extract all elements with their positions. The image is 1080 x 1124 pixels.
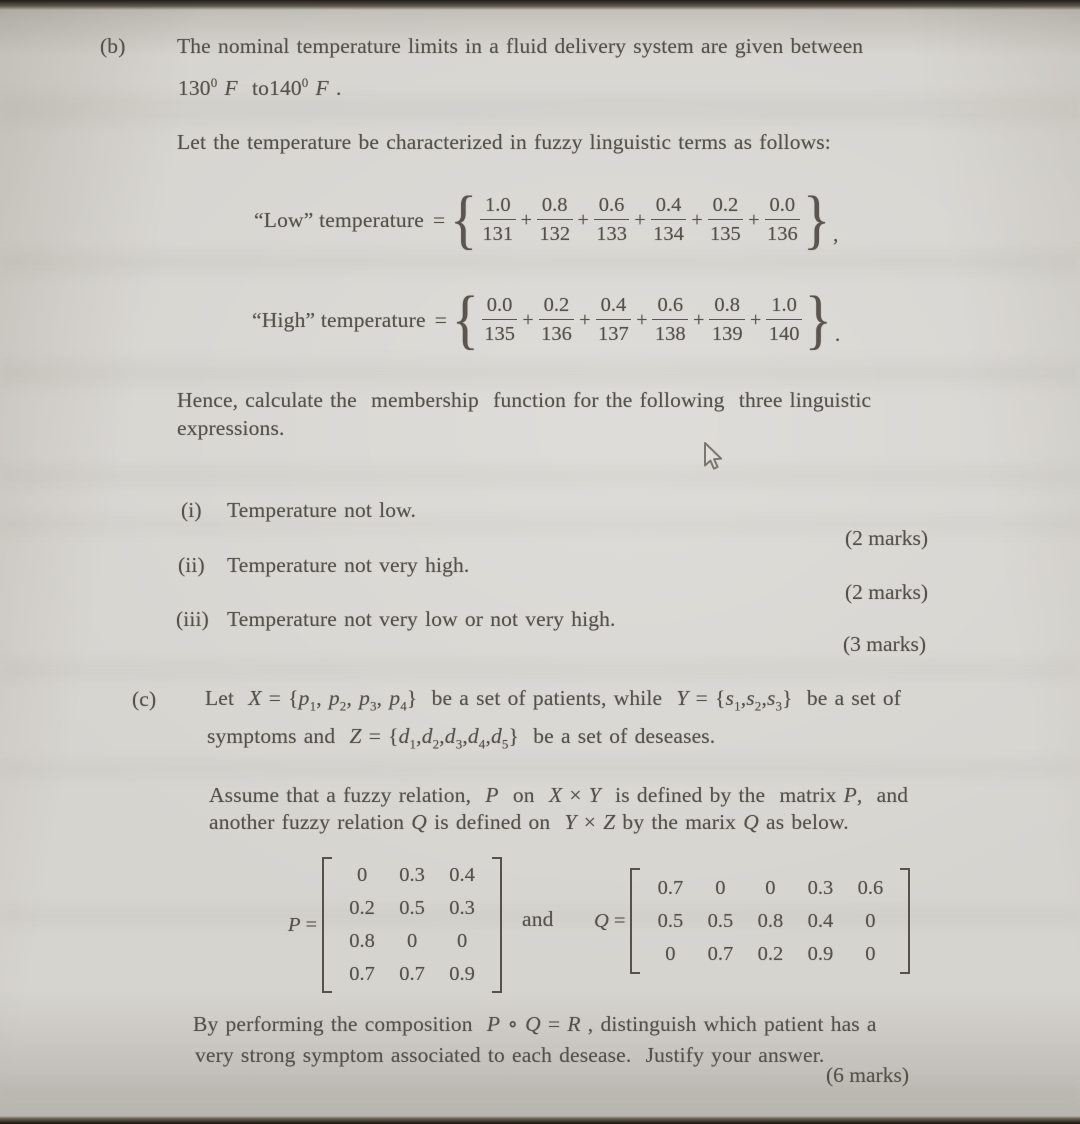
bleedthrough-smudge bbox=[0, 1086, 1080, 1099]
hence-line1: Hence, calculate the membership function for the following three linguistic bbox=[177, 388, 872, 412]
sets-definition-line1 bbox=[205, 685, 1015, 719]
item-iii-text: Temperature not very low or not very high. bbox=[227, 607, 616, 631]
plus-sign: + bbox=[691, 208, 703, 231]
matrix-q-name: Q bbox=[594, 909, 609, 932]
fraction-terms bbox=[478, 193, 802, 247]
equals-sign: = bbox=[434, 307, 447, 332]
matrix-cell: 0.4 bbox=[449, 864, 475, 886]
matrix-row bbox=[645, 905, 895, 938]
plus-sign: + bbox=[520, 208, 532, 231]
matrix-cell: 0.5 bbox=[399, 897, 425, 919]
matrix-cell: 0.9 bbox=[449, 963, 475, 985]
text-run: F bbox=[217, 76, 238, 101]
matrix-cell: 0.2 bbox=[757, 942, 784, 965]
item-ii-marks: (2 marks) bbox=[845, 580, 928, 604]
item-ii-text: Temperature not very high. bbox=[227, 553, 470, 577]
matrix-row bbox=[645, 938, 895, 971]
matrix-cell: 0 bbox=[356, 864, 368, 886]
text-run: , bbox=[485, 724, 491, 748]
text-run: as below. bbox=[758, 810, 849, 834]
text-run: p bbox=[328, 686, 340, 710]
text-run: } be a set of bbox=[782, 686, 902, 710]
bleedthrough-smudge bbox=[0, 468, 1080, 484]
text-run: P bbox=[485, 783, 499, 807]
equation-label: “Low” temperature bbox=[254, 207, 424, 232]
text-run: 1 bbox=[409, 736, 417, 752]
text-run: , bbox=[740, 686, 747, 710]
membership-grade: 1.0 bbox=[480, 193, 516, 220]
text-run: p bbox=[359, 686, 370, 710]
text-run: 3 bbox=[775, 698, 783, 714]
matrix-cell: 0.3 bbox=[807, 876, 834, 899]
text-run: 2 bbox=[339, 698, 347, 714]
text-run: ∘ bbox=[500, 1012, 526, 1036]
item-iii-marks: (3 marks) bbox=[843, 632, 926, 656]
membership-fraction bbox=[537, 193, 573, 247]
text-run: Z bbox=[603, 810, 616, 834]
membership-fraction bbox=[594, 193, 630, 247]
and-connector: and bbox=[522, 907, 554, 931]
matrix-right-bracket bbox=[492, 857, 502, 993]
text-run: , bbox=[316, 686, 329, 710]
matrix-cell: 0 bbox=[715, 876, 726, 899]
text-run: = bbox=[540, 1012, 568, 1036]
text-run: = { bbox=[361, 724, 399, 748]
text-run: 1 bbox=[734, 698, 741, 714]
text-run: × bbox=[576, 810, 604, 834]
text-run: 2 bbox=[754, 698, 762, 714]
matrix-q bbox=[594, 866, 910, 976]
temperature-value: 138 bbox=[654, 323, 686, 345]
text-run: 3 bbox=[370, 698, 377, 714]
membership-grade: 0.8 bbox=[709, 293, 745, 320]
temperature-value: 131 bbox=[482, 223, 514, 245]
text-run: Y bbox=[676, 686, 689, 710]
equation-trailing-comma: , bbox=[833, 222, 839, 246]
text-run: symptoms and bbox=[207, 724, 350, 748]
text-run: 5 bbox=[501, 736, 509, 752]
text-run: s bbox=[746, 686, 755, 710]
membership-fraction bbox=[766, 293, 802, 347]
text-run: by the marix bbox=[615, 810, 744, 834]
mouse-cursor-icon bbox=[699, 441, 729, 473]
text-run: , bbox=[462, 724, 468, 748]
text-run: d bbox=[490, 724, 502, 748]
text-run: , bbox=[416, 724, 422, 748]
membership-grade: 0.0 bbox=[482, 293, 518, 320]
text-run: 130 bbox=[178, 76, 211, 101]
text-run: s bbox=[725, 686, 735, 710]
plus-sign: + bbox=[750, 308, 762, 331]
matrix-row bbox=[337, 958, 487, 991]
matrix-q-values bbox=[641, 870, 899, 973]
high-temperature-equation bbox=[252, 285, 840, 355]
temperature-value: 140 bbox=[768, 323, 800, 345]
matrix-cell: 0.7 bbox=[657, 876, 684, 899]
matrix-row bbox=[645, 872, 895, 905]
text-run: Q bbox=[525, 1012, 541, 1036]
matrix-cell: 0 bbox=[456, 930, 468, 952]
assume-line1 bbox=[209, 782, 1009, 809]
text-run: . bbox=[328, 76, 342, 101]
membership-grade: 0.4 bbox=[596, 293, 632, 320]
matrix-p-equals: = bbox=[305, 913, 318, 936]
item-iii-numeral: (iii) bbox=[176, 607, 209, 631]
temperature-value: 136 bbox=[541, 323, 572, 345]
photo-top-edge bbox=[0, 0, 1080, 10]
membership-grade: 0.8 bbox=[537, 193, 573, 220]
membership-grade: 0.6 bbox=[652, 293, 688, 320]
membership-fraction bbox=[765, 193, 801, 247]
equation-label: “High” temperature bbox=[252, 307, 426, 332]
close-brace: } bbox=[803, 183, 831, 257]
text-run: , bbox=[761, 686, 767, 710]
text-run: = { bbox=[261, 686, 299, 710]
bleedthrough-smudge bbox=[0, 96, 1080, 122]
matrix-cell: 0.2 bbox=[349, 897, 375, 919]
matrix-cell: 0.9 bbox=[807, 942, 834, 965]
text-run: } be a set of deseases. bbox=[508, 724, 716, 748]
hence-line2: expressions. bbox=[177, 416, 285, 440]
membership-grade: 0.2 bbox=[708, 193, 744, 220]
text-run: 1 bbox=[309, 698, 317, 714]
matrix-cell: 0.7 bbox=[349, 963, 375, 985]
equation-trailing-period: . bbox=[834, 322, 841, 346]
closing-line1 bbox=[193, 1011, 953, 1038]
matrix-cell: 0 bbox=[665, 942, 676, 965]
matrix-cell: 0.3 bbox=[399, 864, 425, 886]
text-run: , bbox=[376, 686, 390, 710]
text-run: Z bbox=[349, 724, 362, 748]
text-run: 0 bbox=[210, 75, 218, 90]
low-temperature-equation bbox=[254, 185, 838, 255]
text-run: 4 bbox=[478, 736, 486, 752]
text-run: X bbox=[548, 783, 563, 807]
membership-fraction bbox=[539, 293, 575, 347]
matrix-cell: 0 bbox=[765, 876, 776, 899]
matrix-cell: 0.5 bbox=[657, 909, 684, 932]
temperature-value: 132 bbox=[539, 223, 571, 245]
matrix-cell: 0.8 bbox=[349, 930, 375, 952]
membership-grade: 1.0 bbox=[766, 293, 802, 320]
matrix-cell: 0.7 bbox=[399, 963, 425, 985]
membership-grade: 0.2 bbox=[539, 293, 575, 320]
text-run: is defined by the matrix bbox=[600, 783, 844, 807]
text-run: By performing the composition bbox=[193, 1012, 487, 1036]
text-run: is defined on bbox=[426, 810, 565, 834]
plus-sign: + bbox=[634, 208, 646, 231]
item-i-numeral: (i) bbox=[181, 498, 202, 522]
bleedthrough-smudge bbox=[0, 362, 1080, 384]
text-run: × bbox=[562, 783, 589, 807]
matrix-q-equals: = bbox=[613, 909, 626, 932]
part-c-marks: (6 marks) bbox=[826, 1063, 909, 1087]
bleedthrough-smudge bbox=[0, 662, 1080, 677]
temperature-value: 139 bbox=[711, 323, 743, 345]
fuzzy-intro-line: Let the temperature be characterized in fuzzy linguistic terms as follows: bbox=[177, 130, 831, 154]
matrix-cell: 0 bbox=[865, 942, 876, 965]
text-run: } be a set of patients, while bbox=[406, 686, 677, 710]
plus-sign: + bbox=[748, 208, 760, 231]
text-run: , distinguish which patient has a bbox=[580, 1012, 877, 1036]
matrix-p bbox=[288, 855, 502, 995]
text-run: on bbox=[498, 783, 549, 807]
bleedthrough-smudge bbox=[0, 252, 1080, 272]
text-run: Assume that a fuzzy relation, bbox=[209, 783, 486, 807]
matrix-row bbox=[337, 925, 487, 958]
text-run: d bbox=[444, 724, 456, 748]
text-run: Q bbox=[743, 810, 759, 834]
temperature-value: 136 bbox=[766, 223, 798, 245]
text-run: Y bbox=[564, 810, 577, 834]
open-brace: { bbox=[450, 183, 477, 257]
matrix-cell: 0.8 bbox=[757, 909, 784, 932]
text-run: 140 bbox=[269, 76, 302, 101]
close-brace: } bbox=[804, 283, 832, 357]
text-run: 2 bbox=[432, 736, 440, 752]
matrix-cell: 0.3 bbox=[449, 897, 475, 919]
part-b-label: (b) bbox=[100, 34, 126, 58]
matrix-cell: 0 bbox=[406, 930, 418, 952]
membership-fraction bbox=[708, 193, 744, 247]
text-run: to bbox=[237, 76, 270, 101]
matrix-cell: 0.6 bbox=[857, 876, 884, 899]
text-run: = { bbox=[688, 686, 726, 710]
membership-fraction bbox=[596, 293, 632, 347]
part-c-label: (c) bbox=[132, 687, 157, 711]
open-brace: { bbox=[451, 283, 479, 357]
plus-sign: + bbox=[579, 308, 591, 331]
plus-sign: + bbox=[522, 308, 534, 331]
bleedthrough-smudge bbox=[0, 762, 1080, 775]
text-run: Let bbox=[205, 686, 249, 710]
text-run: 3 bbox=[455, 736, 463, 752]
text-run: F bbox=[308, 76, 329, 101]
matrix-cell: 0.4 bbox=[807, 909, 834, 932]
membership-fraction bbox=[482, 293, 518, 347]
text-run: d bbox=[421, 724, 433, 748]
plus-sign: + bbox=[636, 308, 648, 331]
part-b-intro-line1: The nominal temperature limits in a fluid delivery system are given between bbox=[177, 34, 864, 58]
text-run: Q bbox=[411, 810, 427, 834]
text-run: p bbox=[389, 686, 401, 710]
membership-fraction bbox=[651, 193, 687, 247]
text-run: another fuzzy relation bbox=[209, 810, 412, 834]
temperature-value: 133 bbox=[596, 223, 627, 245]
membership-grade: 0.4 bbox=[651, 193, 687, 220]
text-run: , bbox=[439, 724, 445, 748]
text-run: s bbox=[766, 686, 776, 710]
text-run: Y bbox=[588, 783, 601, 807]
text-run: , bbox=[346, 686, 360, 710]
sets-definition-line2 bbox=[207, 723, 715, 757]
membership-fraction bbox=[652, 293, 688, 347]
temperature-value: 134 bbox=[653, 223, 684, 245]
text-run: 4 bbox=[400, 698, 407, 714]
membership-fraction bbox=[480, 193, 516, 247]
text-run: P bbox=[843, 783, 857, 807]
text-run: , and bbox=[856, 783, 909, 807]
text-run: d bbox=[467, 724, 479, 748]
text-run: d bbox=[398, 724, 410, 748]
temperature-value: 135 bbox=[710, 223, 741, 245]
membership-grade: 0.6 bbox=[594, 193, 630, 220]
text-run: X bbox=[248, 686, 262, 710]
text-run: p bbox=[298, 686, 310, 710]
fraction-terms bbox=[480, 293, 804, 347]
closing-line2: very strong symptom associated to each desease. Justify your answer. bbox=[195, 1043, 825, 1067]
temperature-value: 137 bbox=[598, 323, 629, 345]
membership-grade: 0.0 bbox=[765, 193, 801, 220]
equals-sign: = bbox=[432, 207, 446, 232]
item-ii-numeral: (ii) bbox=[178, 553, 205, 577]
matrix-p-values bbox=[333, 857, 491, 993]
temperature-value: 135 bbox=[484, 323, 515, 345]
membership-fraction bbox=[709, 293, 745, 347]
text-run: R bbox=[567, 1012, 581, 1036]
matrix-cell: 0.5 bbox=[707, 909, 734, 932]
plus-sign: + bbox=[577, 208, 589, 231]
matrix-p-name: P bbox=[288, 913, 301, 936]
matrix-cell: 0 bbox=[865, 909, 876, 932]
photo-bottom-edge bbox=[0, 1116, 1080, 1124]
item-i-text: Temperature not low. bbox=[227, 498, 416, 522]
text-run: 0 bbox=[301, 75, 309, 90]
part-b-temp-range-line bbox=[178, 69, 342, 102]
matrix-left-bracket bbox=[630, 868, 640, 974]
matrix-row bbox=[337, 892, 487, 925]
matrix-left-bracket bbox=[322, 857, 332, 993]
text-run: P bbox=[486, 1012, 501, 1036]
assume-line2 bbox=[209, 809, 849, 836]
matrix-cell: 0.7 bbox=[707, 942, 734, 965]
matrix-row bbox=[337, 859, 487, 892]
item-i-marks: (2 marks) bbox=[845, 526, 928, 550]
plus-sign: + bbox=[693, 308, 705, 331]
matrix-right-bracket bbox=[900, 868, 910, 974]
